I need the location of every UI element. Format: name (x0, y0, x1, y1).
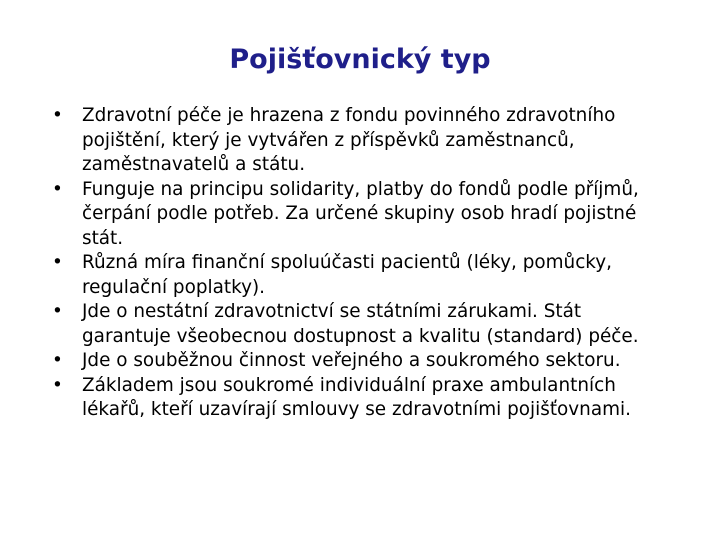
bullet-item (52, 178, 672, 252)
bullet-icon: • (52, 350, 63, 371)
bullet-text: Jde o souběžnou činnost veřejného a soukromého sektoru. (82, 350, 621, 371)
bullet-text: Zdravotní péče je hrazena z fondu povinného zdravotního pojištění, který je vytvářen z příspěvků zaměstnanců, zaměstnavatelů a státu. (82, 105, 616, 175)
bullet-text: Základem jsou soukromé individuální praxe ambulantních lékařů, kteří uzavírají smlouvy se zdravotními pojišťovnami. (82, 374, 631, 420)
bullet-text: Funguje na principu solidarity, platby do fondů podle příjmů, čerpání podle potřeb. Za určené skupiny osob hradí pojistné stát. (82, 178, 639, 249)
bullet-icon: • (52, 105, 63, 126)
bullet-icon: • (52, 301, 63, 322)
bullet-item (52, 374, 672, 423)
bullet-item (52, 349, 672, 374)
bullet-item (52, 300, 672, 349)
bullet-text: Různá míra finanční spoluúčasti pacientů (léky, pomůcky, regulační poplatky). (82, 252, 613, 298)
bullet-icon: • (52, 374, 63, 396)
bullet-icon: • (52, 178, 63, 200)
bullet-list (52, 104, 672, 423)
slide-title: Pojišťovnický typ (229, 44, 491, 75)
bullet-text: Jde o nestátní zdravotnictví se státními zárukami. Stát garantuje všeobecnou dostupnost a kvalitu (standard) péče. (82, 301, 639, 347)
bullet-icon: • (52, 252, 63, 273)
bullet-item (52, 104, 672, 178)
bullet-item (52, 251, 672, 300)
